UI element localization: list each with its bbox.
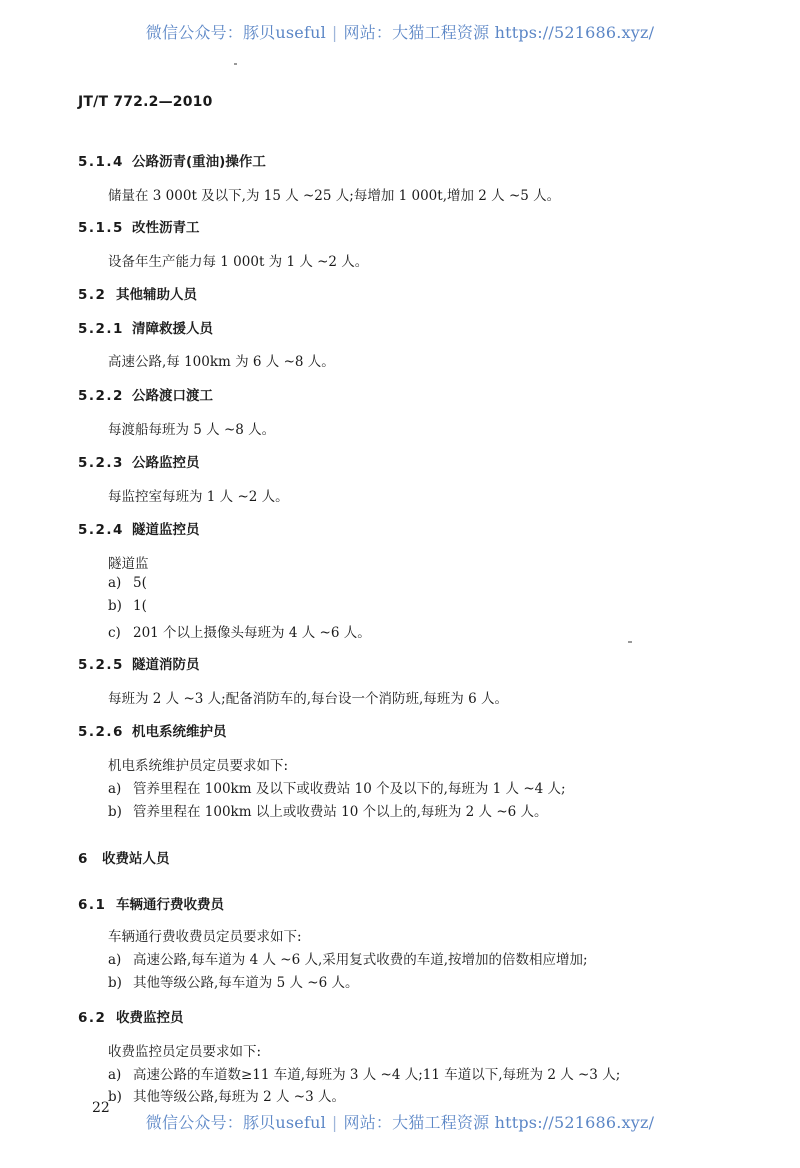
section-body-5-1-5: 设备年生产能力每 1 000t 为 1 人 ~2 人。: [108, 254, 369, 270]
section-number: 5.2.2: [78, 388, 124, 404]
section-heading-5-2: [78, 283, 197, 303]
section-title: 收费站人员: [102, 851, 170, 867]
list-marker: b): [108, 804, 122, 820]
section-body-5-2-4: 隧道监: [108, 556, 149, 572]
watermark-bottom: [0, 1110, 800, 1133]
list-marker: a): [108, 781, 122, 797]
scan-speck: [234, 63, 237, 65]
section-body-5-2-1: 高速公路,每 100km 为 6 人 ~8 人。: [108, 354, 335, 370]
section-heading-6-1: [78, 893, 224, 913]
list-item: [108, 777, 566, 797]
document-code: JT/T 772.2—2010: [78, 94, 213, 110]
list-item: [108, 800, 548, 820]
section-heading-5-2-6: [78, 720, 227, 740]
section-body-5-2-5: 每班为 2 人 ~3 人;配备消防车的,每台设一个消防班,每班为 6 人。: [108, 691, 508, 707]
section-number: 6.2: [78, 1010, 107, 1026]
list-text: 其他等级公路,每车道为 5 人 ~6 人。: [133, 975, 359, 991]
section-number: 5.2.3: [78, 455, 124, 471]
watermark-top: [0, 20, 800, 43]
section-number: 5.2.6: [78, 724, 124, 740]
section-heading-6-2: [78, 1006, 184, 1026]
list-marker: b): [108, 598, 122, 614]
section-number: 5.2.4: [78, 522, 124, 538]
section-heading-5-2-2: [78, 384, 213, 404]
section-body-5-2-2: 每渡船每班为 5 人 ~8 人。: [108, 422, 276, 438]
watermark-right-text: 网站：大猫工程资源 https://521686.xyz/: [343, 1113, 655, 1132]
list-item: [108, 971, 358, 991]
list-text: 高速公路,每车道为 4 人 ~6 人,采用复式收费的车道,按增加的倍数相应增加;: [133, 952, 588, 968]
section-heading-5-2-5: [78, 653, 200, 673]
section-title: 清障救援人员: [132, 321, 213, 337]
section-title: 其他辅助人员: [116, 287, 197, 303]
section-title: 隧道监控员: [132, 522, 200, 538]
section-title: 隧道消防员: [132, 657, 200, 673]
list-marker: b): [108, 975, 122, 991]
scan-speck: [628, 641, 632, 643]
watermark-right-text: 网站：大猫工程资源 https://521686.xyz/: [343, 23, 655, 42]
list-text: 201 个以上摄像头每班为 4 人 ~6 人。: [133, 625, 371, 641]
section-number: 5.2: [78, 287, 107, 303]
list-item: [108, 1063, 620, 1083]
list-item: [108, 1085, 345, 1105]
section-body-6-2: 收费监控员定员要求如下:: [108, 1044, 262, 1060]
list-text: 管养里程在 100km 及以下或收费站 10 个及以下的,每班为 1 人 ~4 人;: [133, 781, 566, 797]
section-title: 机电系统维护员: [132, 724, 227, 740]
list-marker: a): [108, 1067, 122, 1083]
list-text: 高速公路的车道数≥11 车道,每班为 3 人 ~4 人;11 车道以下,每班为 2 人 ~3 人;: [133, 1067, 621, 1083]
list-item: [108, 598, 147, 614]
section-title: 车辆通行费收费员: [116, 897, 224, 913]
section-body-6-1: 车辆通行费收费员定员要求如下:: [108, 929, 302, 945]
section-number: 5.1.4: [78, 154, 124, 170]
section-heading-5-2-3: [78, 451, 200, 471]
section-number: 5.1.5: [78, 220, 124, 236]
section-title: 公路沥青(重油)操作工: [132, 154, 266, 170]
watermark-separator: |: [331, 1113, 338, 1132]
watermark-separator: |: [331, 23, 338, 42]
section-heading-5-1-4: [78, 150, 266, 170]
list-item: [108, 621, 371, 641]
list-item: [108, 948, 588, 968]
section-heading-5-2-4: [78, 518, 200, 538]
watermark-left-text: 微信公众号：豚贝useful: [145, 1113, 326, 1132]
section-number: 6: [78, 851, 89, 867]
page-number: 22: [92, 1100, 110, 1116]
section-heading-5-1-5: [78, 216, 200, 236]
list-item: [108, 575, 147, 591]
list-text: 其他等级公路,每班为 2 人 ~3 人。: [133, 1089, 345, 1105]
watermark-left-text: 微信公众号：豚贝useful: [145, 23, 326, 42]
section-heading-6: [78, 847, 170, 867]
section-number: 6.1: [78, 897, 107, 913]
list-marker: c): [108, 625, 121, 641]
section-number: 5.2.5: [78, 657, 124, 673]
section-number: 5.2.1: [78, 321, 124, 337]
section-body-5-2-3: 每监控室每班为 1 人 ~2 人。: [108, 489, 289, 505]
list-text: 5(: [133, 575, 147, 591]
section-heading-5-2-1: [78, 317, 213, 337]
section-title: 改性沥青工: [132, 220, 200, 236]
section-body-5-2-6: 机电系统维护员定员要求如下:: [108, 758, 289, 774]
section-body-5-1-4: 储量在 3 000t 及以下,为 15 人 ~25 人;每增加 1 000t,增加 2 人 ~5 人。: [108, 188, 561, 204]
section-title: 公路渡口渡工: [132, 388, 213, 404]
list-marker: a): [108, 952, 122, 968]
list-marker: a): [108, 575, 122, 591]
section-title: 收费监控员: [116, 1010, 184, 1026]
list-text: 管养里程在 100km 以上或收费站 10 个以上的,每班为 2 人 ~6 人。: [133, 804, 548, 820]
list-text: 1(: [133, 598, 147, 614]
list-marker: b): [108, 1089, 122, 1105]
section-title: 公路监控员: [132, 455, 200, 471]
